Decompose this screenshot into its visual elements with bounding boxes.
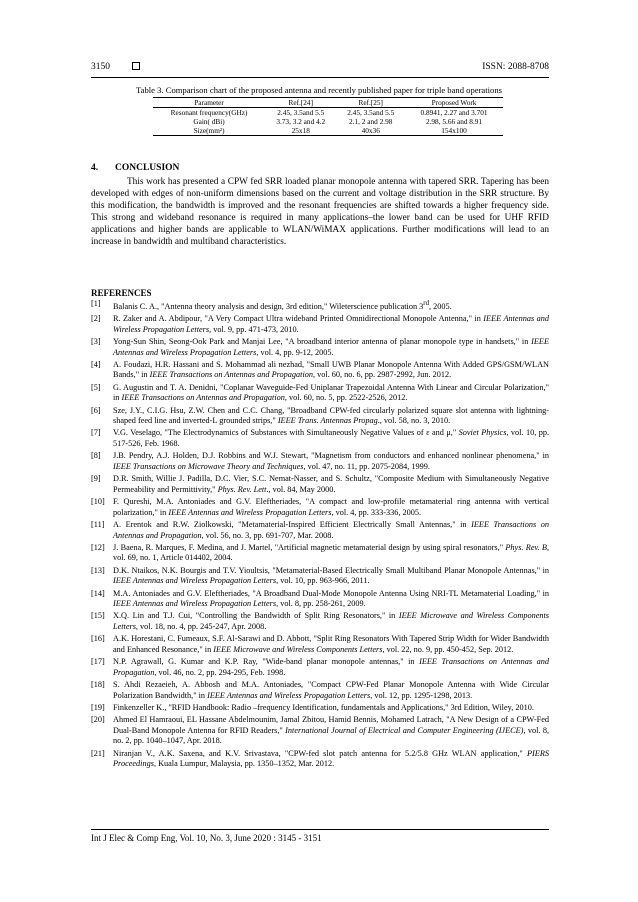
reference-number: [10]	[91, 497, 105, 507]
reference-text: D.R. Smith, Willie J. Padilla, D.C. Vier, S.C. Nemat-Nasser, and S. Schultz, "Composite Medium with Simultaneously Negative Permeability and Permittivity," Phys. Rev. Lett., vol. 84, May 2000.	[113, 474, 549, 494]
table-cell: 40x36	[336, 126, 405, 136]
reference-text: Yong-Sun Shin, Seong-Ook Park and Manjai Lee, "A broadband interior antenna of planar monopole type in handsets," in IEEE Antennas and Wireless Propagation Letters, vol. 4, pp. 9-12, 2005.	[113, 336, 549, 357]
table-cell: 2.45, 3.5and 5.5	[277, 108, 325, 117]
reference-text: Balanis C. A., "Antenna theory analysis and design, 3rd edition," Wileterscience publication 3rd, 2005.	[113, 300, 452, 311]
reference-item	[91, 566, 549, 587]
reference-item	[91, 337, 549, 358]
table-cell: 2.98, 5.66 and 8.91	[425, 117, 483, 126]
page-footer: Int J Elec & Comp Eng, Vol. 10, No. 3, June 2020 : 3145 - 3151	[91, 833, 322, 843]
reference-item	[91, 634, 549, 655]
reference-text: A. Foudazi, H.R. Hassani and S. Mohammad ali nezhad, "Small UWB Planar Monopole Antenna With Added GPS/GSM/WLAN Bands," in IEEE Transactions on Antennas and Propagation, vol. 60, no. 6, pp. 2987-2992, Jun. 2012.	[113, 359, 549, 380]
table-cell: Size(mm²)	[153, 126, 265, 136]
reference-number: [19]	[91, 702, 105, 712]
table-cell: 2.1, 2 and 2.98	[349, 117, 393, 126]
reference-number: [12]	[91, 542, 105, 552]
reference-text: J.B. Pendry, A.J. Holden, D.J. Robbins and W.J. Stewart, "Magnetism from conductors and enhanced nonlinear phenomena," in IEEE Transactions on Microwave Theory and Techniques, vol. 47, no. 11, pp. 2075-2084, 1999.	[113, 451, 549, 471]
reference-number: [21]	[91, 748, 105, 758]
reference-item	[91, 314, 549, 335]
reference-item	[91, 406, 549, 427]
reference-text: Sze, J.Y., C.I.G. Hsu, Z.W. Chen and C.C. Chang, "Broadband CPW-fed circularly polarized square slot antenna with lightning-shaped feed line and inverted-L grounded strips," IEEE Trans. Antennas Propag., vol. 58, no. 3, 2010.	[113, 405, 549, 426]
reference-item	[91, 360, 549, 381]
table-header-cell: Proposed Work	[405, 98, 503, 108]
conclusion-paragraph	[91, 176, 549, 249]
reference-text: Finkenzeller K., "RFID Handbook: Radio –frequency Identification, fundamentals and Applications," 3rd Edition, Wiley, 2010.	[113, 702, 534, 712]
reference-number: [2]	[91, 314, 101, 324]
reference-number: [4]	[91, 359, 101, 369]
reference-text: N.P. Agrawall, G. Kumar and K.P. Ray, "Wide-band planar monopole antennas," in IEEE Transactions on Antennas and Propagation, vol. 46, no. 2, pp. 294-295, Feb. 1998.	[113, 657, 549, 677]
reference-number: [6]	[91, 405, 101, 415]
reference-text: F. Qureshi, M.A. Antoniades and G.V. Eleftheriades, "A compact and low-profile metamaterial ring antenna with vertical polarization," in IEEE Antennas and Wireless Propagation Letters, vol. 4, pp. 333-336, 2005.	[113, 497, 549, 517]
header-rule	[91, 77, 549, 78]
reference-number: [9]	[91, 474, 101, 484]
reference-item	[91, 520, 549, 541]
table-cell: 2.45, 3.5and 5.5	[347, 108, 395, 117]
conclusion-text: This work has presented a CPW fed SRR loaded planar monopole antenna with tapered SRR. Tapering has been developed with edges of non-uniform dimensions based on the current and voltage distribution in the SRR structure. By this modification, the bandwidth is improved and the resonant frequencies are shifted towards a higher frequency side. This strong and wideband resonance is required in many applications–the lower band can be used for UHF RFID applications and higher bands are applicable to WLAN/WiMAX applications. Further modifications will lead to an increase in bandwidth and multiband characteristics.	[91, 177, 549, 248]
section-heading	[91, 163, 179, 173]
reference-item	[91, 589, 549, 610]
reference-item	[91, 749, 549, 770]
reference-item	[91, 383, 549, 404]
reference-text: J. Baena, R. Marques, F. Medina, and J. Martel, "Artificial magnetic metamaterial design by using spiral resonators," Phys. Rev. B, vol. 69, no. 1, Article 014402, 2004.	[113, 542, 550, 563]
table-row	[153, 126, 503, 136]
reference-item	[91, 451, 549, 472]
reference-text: A. Erentok and R.W. Ziolkowski, "Metamaterial-Inspired Efficient Electrically Small Antennas," in IEEE Transactions on Antennas and Propagation, vol. 56, no. 3, pp. 691-707, Mar. 2008.	[113, 519, 549, 540]
references-list	[91, 299, 549, 772]
reference-text: R. Zaker and A. Abdipour, "A Very Compact Ultra wideband Printed Omnidirectional Monopole Antenna," in IEEE Antennas and Wireless Propagation Letters, vol. 9, pp. 471-473, 2010.	[113, 314, 549, 334]
reference-number: [15]	[91, 611, 105, 621]
reference-item	[91, 474, 549, 495]
reference-number: [18]	[91, 680, 105, 690]
reference-item	[91, 680, 549, 701]
comparison-table	[153, 97, 503, 136]
table-header-cell: Ref.[24]	[265, 98, 336, 108]
reference-item	[91, 497, 549, 518]
references-heading: REFERENCES	[91, 288, 152, 298]
table-cell: 3.73, 3.2 and 4.2	[276, 117, 326, 126]
footer-rule	[91, 829, 549, 830]
header-square-icon	[119, 62, 140, 73]
section-title: CONCLUSION	[115, 163, 180, 173]
page-number: 3150	[91, 62, 110, 72]
table-cell: 154x100	[405, 126, 503, 136]
reference-text: Niranjan V., A.K. Saxena, and K.V. Srivastava, "CPW-fed slot patch antenna for 5.2/5.8 GHz WLAN application," PIERS Proceedings, Kuala Lumpur, Malaysia, pp. 1350–1352, Mar. 2012.	[113, 748, 549, 769]
table-row	[153, 108, 503, 118]
reference-number: [1]	[91, 299, 101, 308]
table-header-cell: Ref.[25]	[336, 98, 405, 108]
reference-item	[91, 611, 549, 632]
reference-number: [16]	[91, 634, 105, 644]
reference-text: A.K. Horestani, C. Fumeaux, S.F. Al-Sarawi and D. Abbott, "Split Ring Resonators With Tapered Strip Width for Wider Bandwidth and Enhanced Resonance," in IEEE Microwave and Wireless Components Letters, vol. 22, no. 9, pp. 450-452, Sep. 2012.	[113, 634, 549, 654]
reference-number: [5]	[91, 382, 101, 392]
reference-item	[91, 299, 549, 312]
reference-text: S. Ahdi Rezaeieh, A. Abbosh and M.A. Antoniades, "Compact CPW-Fed Planar Monopole Antenna with Wide Circular Polarization Bandwidth," in IEEE Antennas and Wireless Propagation Letters, vol. 12, pp. 1295-1298, 2013.	[113, 680, 549, 700]
reference-number: [13]	[91, 565, 105, 575]
table-header-row	[153, 98, 503, 108]
reference-number: [14]	[91, 588, 105, 598]
reference-text: X.Q. Lin and T.J. Cui, "Controlling the Bandwidth of Split Ring Resonators," in IEEE Microwave and Wireless Components Letters, vol. 18, no. 4, pp. 245-247, Apr. 2008.	[113, 611, 550, 631]
section-number: 4.	[91, 163, 99, 173]
reference-text: G. Augustin and T. A. Denidni, "Coplanar Waveguide-Fed Uniplanar Trapezoidal Antenna With Linear and Circular Polarization," in IEEE Transactions on Antennas and Propagation, vol. 60, no. 5, pp. 2522-2526, 2012.	[113, 382, 549, 403]
table-row	[153, 117, 503, 126]
reference-number: [3]	[91, 336, 101, 346]
reference-item	[91, 657, 549, 678]
reference-number: [17]	[91, 657, 105, 667]
table-cell: 25x18	[265, 126, 336, 136]
reference-item	[91, 715, 549, 747]
table-header-cell: Parameter	[153, 98, 265, 108]
reference-text: V.G. Veselago, "The Electrodynamics of Substances with Simultaneously Negative Values of ε and μ," Soviet Physics, vol. 10, pp. 517-526, Feb. 1968.	[113, 428, 550, 448]
reference-text: Ahmed El Hamraoui, EL Hassane Abdelmounim, Jamal Zbitou, Hamid Bennis, Mohamed Latrach, "A New Design of a CPW-Fed Dual-Band Monopole Antenna for RFID Readers," International Journal of Electrical and Computer Engineering (IJECE), vol. 8, no. 2, pp. 1040–1047, Apr. 2018.	[113, 715, 550, 746]
journal-issn: ISSN: 2088-8708	[482, 62, 549, 72]
reference-number: [20]	[91, 715, 105, 725]
table-caption: Table 3. Comparison chart of the proposed antenna and recently published paper for triple band operations	[136, 85, 502, 95]
reference-text: M.A. Antoniades and G.V. Eleftheriades, "A Broadband Dual-Mode Monopole Antenna Using NRI-TL Metamaterial Loading," in IEEE Antennas and Wireless Propagation Letters, vol. 8, pp. 258-261, 2009.	[113, 588, 549, 609]
reference-text: D.K. Ntaikos, N.K. Bourgis and T.V. Yioultsis, "Metamaterial-Based Electrically Small Multiband Planar Monopole Antennas," in IEEE Antennas and Wireless Propagation Letters, vol. 10, pp. 963-966, 2011.	[113, 565, 549, 586]
table-cell: Gain( dBi)	[193, 117, 225, 126]
reference-number: [7]	[91, 428, 101, 438]
reference-item	[91, 703, 549, 714]
table-cell: 0.8941, 2.27 and 3.701	[420, 108, 488, 117]
reference-item	[91, 428, 549, 449]
reference-number: [11]	[91, 519, 105, 529]
reference-item	[91, 543, 549, 564]
table-cell: Resonant frequency(GHz)	[170, 108, 248, 117]
table-body	[153, 108, 503, 136]
reference-number: [8]	[91, 451, 101, 461]
